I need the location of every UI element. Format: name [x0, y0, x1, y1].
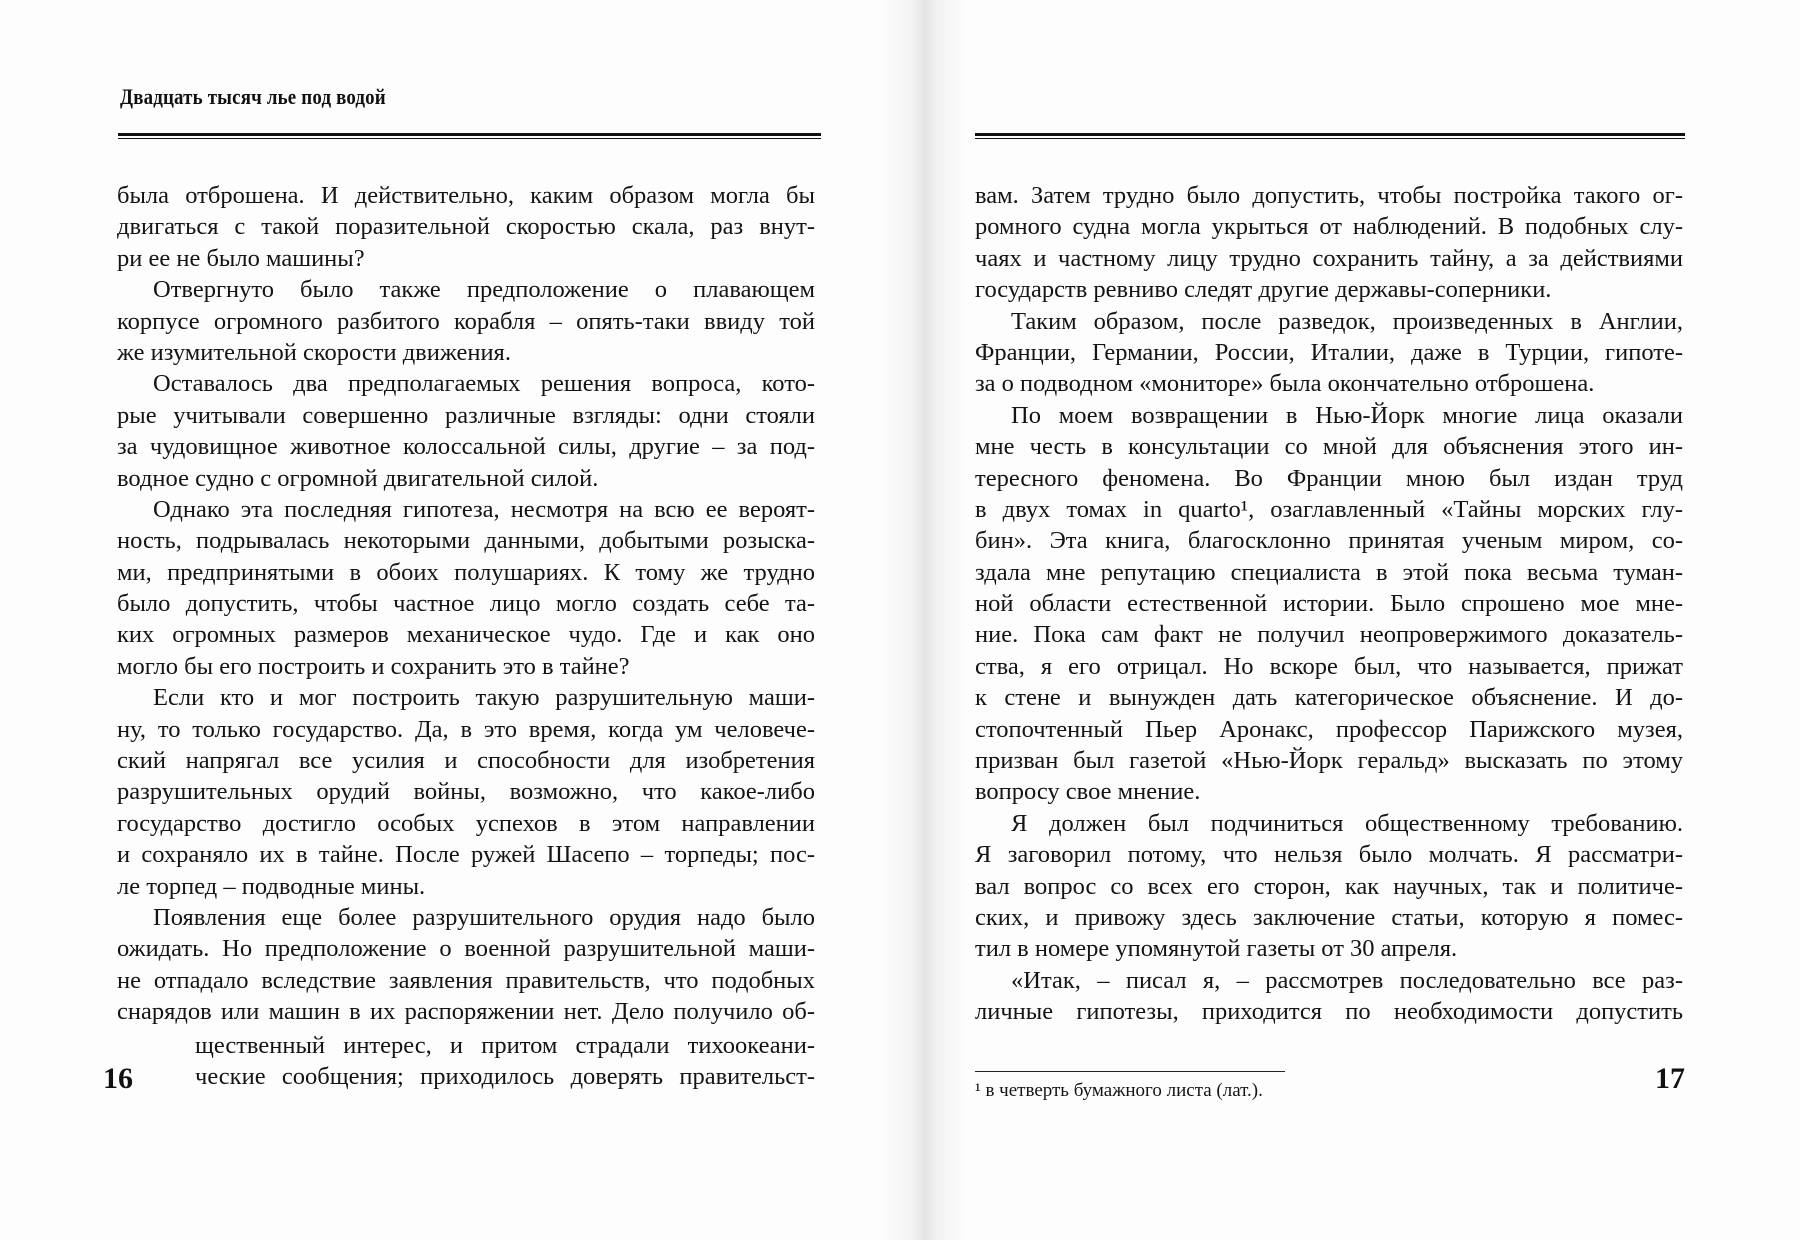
text-line: ной области естественной истории. Было спрошено мое мне-	[975, 590, 1683, 618]
text-line: не отпадало вследствие заявления правительств, что подобных	[117, 966, 815, 994]
header-rule-left	[118, 133, 821, 140]
text-line: призван был газетой «Нью-Йорк геральд» высказать по этому	[975, 747, 1683, 775]
text-line: ский напрягал все усилия и способности для изобретения	[117, 747, 815, 775]
text-line: корпусе огромного разбитого корабля – опять-таки ввиду той	[117, 307, 815, 335]
text-line: здала мне репутацию специалиста в этой пока весьма туман-	[975, 558, 1683, 586]
text-line: Однако эта последняя гипотеза, несмотря на всю ее вероят-	[153, 495, 815, 523]
running-title: Двадцать тысяч лье под водой	[120, 84, 386, 109]
left-page-text-tail	[195, 1030, 815, 1093]
header-rule-right	[975, 133, 1685, 140]
text-line: ну, то только государство. Да, в это время, когда ум человече-	[117, 715, 815, 743]
text-line: вал вопрос со всех его сторон, как научных, так и политиче-	[975, 872, 1683, 900]
footnote: ¹ в четверть бумажного листа (лат.).	[975, 1080, 1263, 1101]
text-line: в двух томах in quarto¹, озаглавленный «Тайны морских глу-	[975, 495, 1683, 523]
text-line: ожидать. Но предположение о военной разрушительной маши-	[117, 935, 815, 963]
text-line: за чудовищное животное колоссальной силы, другие – за под-	[117, 433, 815, 461]
text-line: ских, и привожу здесь заключение статьи, которую я помес-	[975, 903, 1683, 931]
text-line: ства, я его отрицал. Но вскоре был, что называется, прижат	[975, 652, 1683, 680]
text-line: Я заговорил потому, что нельзя было молчать. Я рассматри-	[975, 841, 1683, 869]
text-line: Появления еще более разрушительного орудия надо было	[153, 903, 815, 931]
text-line: рые учитывали совершенно различные взгляды: одни стояли	[117, 401, 815, 429]
text-line: ческие сообщения; приходилось доверять правительст-	[195, 1063, 815, 1091]
text-line: ность, подрывалась некоторыми данными, добытыми розыска-	[117, 527, 815, 555]
text-line: вам. Затем трудно было допустить, чтобы постройка такого ог-	[975, 182, 1683, 209]
text-line: чаях и частному лицу трудно сохранить тайну, а за действиями	[975, 244, 1683, 272]
text-line: государств ревниво следят другие державы-соперники.	[975, 276, 1552, 304]
text-line: ние. Пока сам факт не получил неопровержимого доказатель-	[975, 621, 1683, 649]
text-line: же изумительной скорости движения.	[117, 338, 511, 366]
text-line: личные гипотезы, приходится по необходимости допустить	[975, 998, 1683, 1026]
text-line: По моем возвращении в Нью-Йорк многие лица оказали	[1011, 401, 1683, 429]
text-line: ких огромных размеров механическое чудо. Где и как оно	[117, 621, 815, 649]
page-number-right: 17	[1655, 1062, 1685, 1095]
right-page-text	[975, 180, 1683, 1028]
book-gutter	[880, 0, 970, 1240]
text-line: Если кто и мог построить такую разрушительную маши-	[153, 684, 815, 712]
text-line: водное судно с огромной двигательной силой.	[117, 464, 599, 492]
left-page-text	[117, 180, 815, 1028]
text-line: Оставалось два предполагаемых решения вопроса, кото-	[153, 370, 815, 398]
text-line: ле торпед – подводные мины.	[117, 872, 426, 900]
text-line: ри ее не было машины?	[117, 244, 365, 272]
text-line: тил в номере упомянутой газеты от 30 апреля.	[975, 935, 1458, 963]
text-line: было допустить, чтобы частное лицо могло создать себе та-	[117, 590, 815, 618]
text-line: Отвергнуто было также предположение о плавающем	[153, 276, 815, 304]
text-line: бин». Эта книга, благосклонно принятая ученым миром, со-	[975, 527, 1683, 555]
text-line: стопочтенный Пьер Аронакс, профессор Парижского музея,	[975, 715, 1683, 743]
text-line: ромного судна могла укрыться от наблюдений. В подобных слу-	[975, 213, 1683, 241]
page-number-left: 16	[103, 1062, 133, 1095]
text-line: двигаться с такой поразительной скоростью скала, раз внут-	[117, 213, 815, 241]
text-line: государство достигло особых успехов в этом направлении	[117, 809, 815, 837]
text-line: щественный интерес, и притом страдали тихоокеани-	[195, 1032, 815, 1059]
text-line: Я должен был подчиниться общественному требованию.	[1011, 809, 1683, 837]
text-line: мне честь в консультации со мной для объяснения этого ин-	[975, 433, 1683, 461]
text-line: Франции, Германии, России, Италии, даже в Турции, гипоте-	[975, 338, 1683, 366]
text-line: могло бы его построить и сохранить это в тайне?	[117, 652, 630, 680]
text-line: ми, предпринятыми в обоих полушариях. К тому же трудно	[117, 558, 815, 586]
text-line: за о подводном «мониторе» была окончательно отброшена.	[975, 370, 1595, 398]
text-line: «Итак, – писал я, – рассмотрев последовательно все раз-	[1011, 966, 1683, 994]
footnote-rule	[975, 1071, 1285, 1072]
text-line: и сохраняло их в тайне. После ружей Шасепо – торпеды; пос-	[117, 841, 815, 869]
text-line: вопросу свое мнение.	[975, 778, 1201, 806]
text-line: к стене и вынужден дать категорическое объяснение. И до-	[975, 684, 1683, 712]
text-line: была отброшена. И действительно, каким образом могла бы	[117, 182, 815, 209]
text-line: тересного феномена. Во Франции мною был издан труд	[975, 464, 1683, 492]
text-line: снарядов или машин в их распоряжении нет. Дело получило об-	[117, 998, 815, 1026]
text-line: Таким образом, после разведок, произведенных в Англии,	[1011, 307, 1683, 335]
text-line: разрушительных орудий войны, возможно, что какое-либо	[117, 778, 815, 806]
